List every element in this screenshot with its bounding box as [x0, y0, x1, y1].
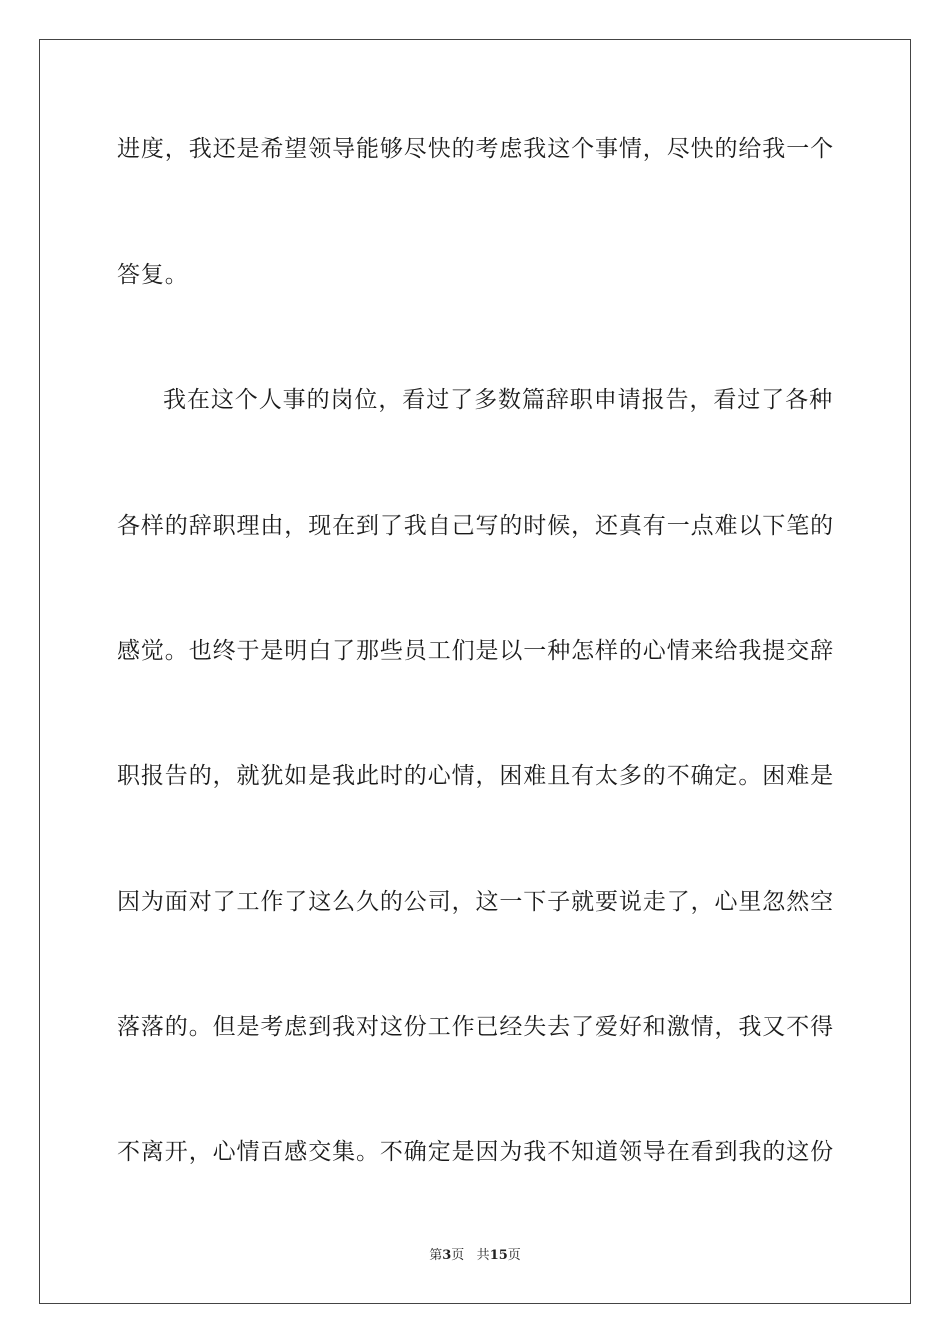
text-line-4: 各样的辞职理由，现在到了我自己写的时候，还真有一点难以下笔的: [117, 513, 834, 539]
page-border: [39, 39, 911, 1304]
page-prefix: 第: [429, 1248, 443, 1263]
page-suffix: 页: [451, 1248, 465, 1263]
text-line-2: 答复。: [117, 262, 189, 288]
text-line-3-paragraph-start: 我在这个人事的岗位，看过了多数篇辞职申请报告，看过了各种: [163, 387, 833, 413]
text-line-5: 感觉。也终于是明白了那些员工们是以一种怎样的心情来给我提交辞: [117, 638, 834, 664]
text-line-6: 职报告的，就犹如是我此时的心情，困难且有太多的不确定。困难是: [117, 763, 834, 789]
page-number: 3: [442, 1248, 452, 1263]
text-line-8: 落落的。但是考虑到我对这份工作已经失去了爱好和激情，我又不得: [117, 1014, 834, 1040]
text-line-7: 因为面对了工作了这么久的公司，这一下子就要说走了，心里忽然空: [117, 889, 834, 915]
page-footer: [0, 1247, 950, 1265]
text-line-9: 不离开，心情百感交集。不确定是因为我不知道领导在看到我的这份: [117, 1139, 834, 1165]
total-pages: 15: [489, 1248, 508, 1263]
total-suffix: 页: [507, 1248, 521, 1263]
total-prefix: 共: [476, 1248, 490, 1263]
text-line-1: 进度，我还是希望领导能够尽快的考虑我这个事情，尽快的给我一个: [117, 136, 834, 162]
